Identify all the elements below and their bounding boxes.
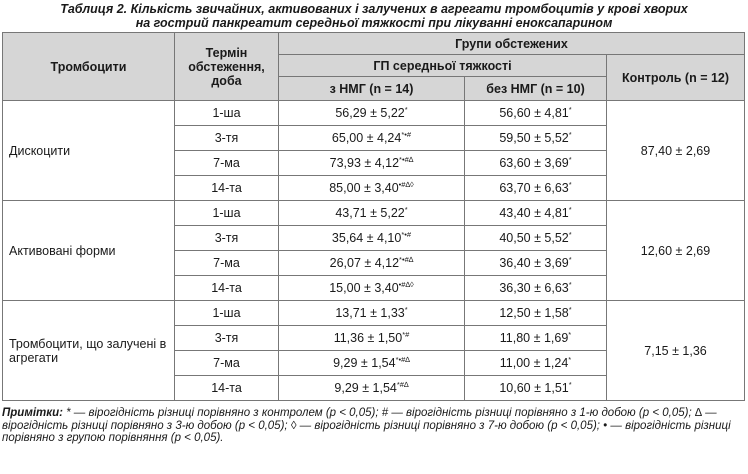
without-lmwh-value: 43,40 ± 4,81 [499,206,569,220]
with-lmwh-value: 9,29 ± 1,54 [333,356,396,370]
without-lmwh-cell [465,151,607,176]
day-cell: 3-тя [175,126,279,151]
without-lmwh-cell [465,326,607,351]
without-lmwh-value: 11,00 ± 1,24 [499,356,569,370]
notes-label: Примітки: [2,407,63,419]
with-lmwh-mark: •#∆◊ [398,280,414,289]
with-lmwh-cell [279,151,465,176]
without-lmwh-cell [465,126,607,151]
header-moderate: ГП середньої тяжкості [279,55,607,77]
with-lmwh-cell [279,301,465,326]
without-lmwh-cell [465,176,607,201]
with-lmwh-cell [279,201,465,226]
with-lmwh-mark: * [404,305,408,314]
table-header [3,33,745,101]
without-lmwh-cell [465,351,607,376]
without-lmwh-mark: * [568,355,572,364]
without-lmwh-cell [465,201,607,226]
without-lmwh-mark: * [568,155,572,164]
without-lmwh-cell [465,101,607,126]
header-control: Контроль (n = 12) [607,55,745,101]
without-lmwh-value: 40,50 ± 5,52 [499,231,569,245]
with-lmwh-mark: *•# [401,230,412,239]
without-lmwh-cell [465,226,607,251]
day-cell: 7-ма [175,151,279,176]
group-label: Активовані форми [3,201,175,301]
caption-line-1: Таблиця 2. Кількість звичайних, активованих і залучених в агрегати тромбоцитів у крові хворих [60,2,688,16]
day-cell: 14-та [175,276,279,301]
control-cell: 87,40 ± 2,69 [607,101,745,201]
with-lmwh-cell [279,326,465,351]
platelet-table [2,32,745,401]
day-cell: 1-ша [175,301,279,326]
without-lmwh-mark: * [568,380,572,389]
without-lmwh-mark: * [568,280,572,289]
without-lmwh-value: 10,60 ± 1,51 [499,381,569,395]
header-with-lmwh: з НМГ (n = 14) [279,77,465,101]
without-lmwh-value: 12,50 ± 1,58 [499,306,569,320]
with-lmwh-cell [279,351,465,376]
without-lmwh-mark: * [568,330,572,339]
with-lmwh-mark: * [404,105,408,114]
with-lmwh-cell [279,126,465,151]
without-lmwh-mark: * [568,230,572,239]
with-lmwh-mark: *•#∆ [395,355,410,364]
header-groups: Групи обстежених [279,33,745,55]
with-lmwh-value: 35,64 ± 4,10 [331,231,402,245]
day-cell: 7-ма [175,251,279,276]
with-lmwh-value: 13,71 ± 1,33 [335,306,405,320]
table-row [3,301,745,326]
with-lmwh-value: 56,29 ± 5,22 [335,106,405,120]
without-lmwh-mark: * [568,130,572,139]
with-lmwh-mark: * [404,205,408,214]
without-lmwh-mark: * [568,255,572,264]
with-lmwh-mark: *# [402,330,410,339]
group-label: Тромбоцити, що залучені в агрегати [3,301,175,401]
table-row [3,101,745,126]
with-lmwh-mark: *•# [401,130,412,139]
table-body [3,101,745,401]
with-lmwh-cell [279,226,465,251]
with-lmwh-value: 26,07 ± 4,12 [329,256,400,270]
without-lmwh-mark: * [568,305,572,314]
control-cell: 7,15 ± 1,36 [607,301,745,401]
header-platelets: Тромбоцити [3,33,175,101]
day-cell: 3-тя [175,326,279,351]
without-lmwh-mark: * [568,180,572,189]
without-lmwh-cell [465,251,607,276]
caption-line-2: на гострий панкреатит середньої тяжкості при лікуванні еноксапарином [135,16,613,30]
with-lmwh-mark: *•#∆ [399,155,414,164]
with-lmwh-value: 73,93 ± 4,12 [329,156,400,170]
table-notes [2,407,744,445]
without-lmwh-value: 63,70 ± 6,63 [499,181,569,195]
without-lmwh-value: 59,50 ± 5,52 [499,131,569,145]
with-lmwh-value: 15,00 ± 3,40 [329,281,399,295]
day-cell: 14-та [175,376,279,401]
with-lmwh-cell [279,251,465,276]
day-cell: 14-та [175,176,279,201]
without-lmwh-cell [465,301,607,326]
without-lmwh-cell [465,376,607,401]
day-cell: 1-ша [175,201,279,226]
with-lmwh-cell [279,276,465,301]
control-cell: 12,60 ± 2,69 [607,201,745,301]
day-cell: 1-ша [175,101,279,126]
without-lmwh-value: 11,80 ± 1,69 [499,331,569,345]
with-lmwh-mark: *#∆ [396,380,409,389]
with-lmwh-value: 43,71 ± 5,22 [335,206,405,220]
with-lmwh-value: 11,36 ± 1,50 [333,331,403,345]
table-row [3,201,745,226]
with-lmwh-value: 85,00 ± 3,40 [329,181,399,195]
without-lmwh-value: 36,30 ± 6,63 [499,281,569,295]
with-lmwh-value: 9,29 ± 1,54 [334,381,397,395]
without-lmwh-cell [465,276,607,301]
header-without-lmwh: без НМГ (n = 10) [465,77,607,101]
without-lmwh-mark: * [568,105,572,114]
day-cell: 3-тя [175,226,279,251]
with-lmwh-mark: *•#∆ [399,255,414,264]
header-term: Термін обстеження, доба [175,33,279,101]
table-caption [0,0,748,32]
with-lmwh-cell [279,101,465,126]
with-lmwh-value: 65,00 ± 4,24 [331,131,402,145]
with-lmwh-cell [279,176,465,201]
without-lmwh-value: 56,60 ± 4,81 [499,106,569,120]
without-lmwh-value: 63,60 ± 3,69 [499,156,569,170]
without-lmwh-mark: * [568,205,572,214]
group-label: Дискоцити [3,101,175,201]
day-cell: 7-ма [175,351,279,376]
with-lmwh-mark: •#∆◊ [398,180,414,189]
without-lmwh-value: 36,40 ± 3,69 [499,256,569,270]
with-lmwh-cell [279,376,465,401]
notes-text: * — вірогідність різниці порівняно з контролем (р < 0,05); # — вірогідність різниці порівняно з 1-ю добою (р < 0,05); ∆ — вірогідність різниці порівняно з 3-ю добою (р < 0,05); ◊ — вірогідність різниці порівняно з 7-ю добою (р < 0,05); • — вірогідність різниці порівняно з групою порівняння (р < 0,05). [2,407,731,444]
